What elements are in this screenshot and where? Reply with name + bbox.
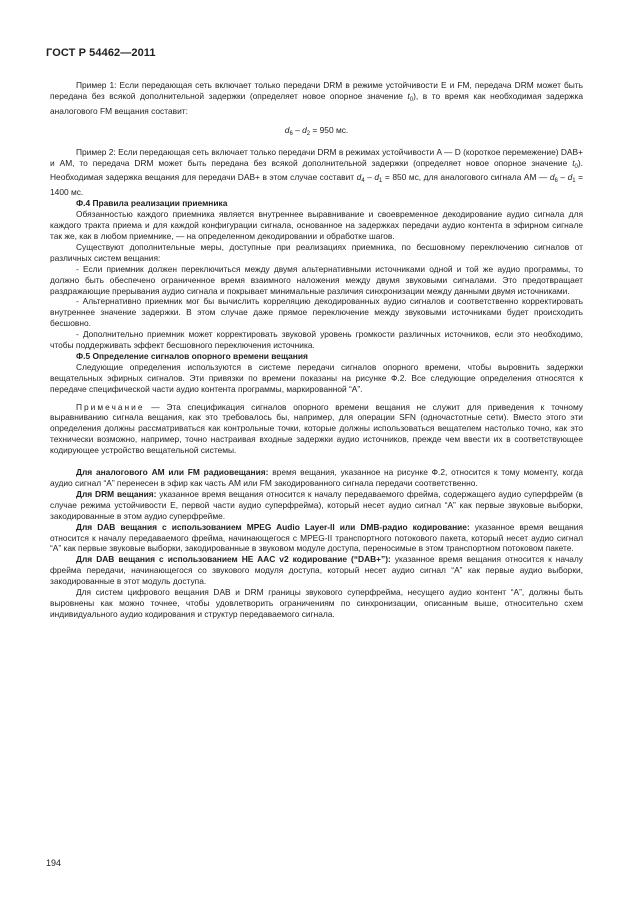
paragraph-receiver-duty: Обязанностью каждого приемника является внутреннее выравнивание и своевременное декодирование аудио сигнала для каждого тракта приема и для каждой конфигурации сигнала, основанное на задержках передачи аудио контента в эфирном сигнале так же, как в любом приемнике, — на определенном декодировании и обработке шагов. (50, 209, 583, 241)
paragraph-additional-measures: Существуют дополнительные меры, доступные при реализациях приемника, по бесшовному переключению сигналов от различных систем вещания: (50, 241, 583, 263)
section-heading-f5: Ф.5 Определение сигналов опорного времени вещания (76, 350, 308, 361)
example-2-t-sub: 0 (574, 163, 578, 170)
definition-analog-text: время вещания, указанное на рисунке Ф.2, относится к тому моменту, когда аудио сигнал “А” перенесен в эфир как часть AM или FM закодированного сигнала передачи соответственно. (50, 467, 583, 488)
example-1-t-sub: 0 (409, 96, 414, 103)
paragraph-definitions: Следующие определения используются в системе передачи сигналов опорного времени, чтобы выровнить задержки вещательных эфирных сигналов. Эти привязки по времени показаны на рисунке Ф.2. Все следующие определения относятся к передаче специфической части аудио контента программы, маркированной “А”. (50, 361, 583, 394)
formula-minus: – (292, 124, 303, 135)
example-2-d6-sub: 6 (554, 178, 558, 185)
page-number: 194 (46, 858, 62, 868)
example-2-d4: d (356, 172, 362, 183)
formula-d6-sub: 6 (289, 130, 293, 137)
definition-drm (50, 489, 583, 522)
example-2-dash2: – (557, 172, 568, 183)
example-1-t: t (407, 90, 410, 101)
formula-d6: d (284, 124, 290, 135)
section-heading-f4: Ф.4 Правила реализации приемника (76, 198, 228, 209)
example-2-mid: ). Необходимая задержка вещания для передачи DAB+ в этом случае составит (50, 157, 583, 183)
example-2-d6: d (549, 172, 555, 183)
paragraph-superframe-alignment: Для систем цифрового вещания DAB и DRM границы звукового суперфрейма, несущего аудио контент “А”, должны быть выровнены как можно точнее, чтобы удовлетворить ограничениям по синхронизации, описанным выше, относительно схем индивидуального аудио кодирования и структур передаваемого сигнала. (50, 587, 583, 619)
formula-1 (50, 125, 583, 140)
example-2-mid2: = 850 мс, для аналогового сигнала AM — (382, 172, 550, 183)
definition-dab-plus-label: Для DAB вещания с использованием HE AAC v2 кодирование (“DAB+”): (76, 554, 391, 565)
example-2-d4-sub: 4 (361, 178, 365, 185)
example-2-d1b-sub: 1 (572, 178, 576, 185)
example-2-text: Пример 2: Если передающая сеть включает только передачи DRM в режимах устойчивости A — D (короткое перемежение) DAB+ и AM, то передача DRM может быть передана без всякой дополнительной задержки (определяет новое опорное значение (50, 146, 583, 168)
list-item-overlap: - Если приемник должен переключиться между двумя альтернативными источниками одной и той же аудио программы, то должно быть обеспечено ограниченное время взаимного наложения между двумя звуковыми сигналами. Это предотвращает раздражающие прерывания аудио сигнала и покрывает минимальные различия синхронизации между данными двумя источниками. (50, 263, 583, 296)
example-2-t: t (572, 157, 575, 168)
example-2-end: = 1400 мс. (50, 172, 584, 198)
definition-drm-text: указанное время вещания относится к началу передаваемого фрейма, содержащего аудио суперфрейм (в случае режима устойчивости E, первой части аудио суперфрейма), который несет аудио сигнал “А” как первые звуковые выборки, закодированные в этом аудио суперфрейме. (50, 488, 583, 521)
formula-d2-sub: 2 (306, 130, 311, 137)
list-item-correlation: - Альтернативно приемник мог бы вычислить корреляцию декодированных аудио сигналов и соответственно корректировать внутреннее значение задержки. В этом случае даже прямое переключение между звуковыми источниками будет происходить бесшовно. (50, 296, 583, 329)
standard-header: ГОСТ Р 54462—2011 (46, 47, 156, 59)
example-2-dash: – (364, 172, 375, 183)
list-item-level: - Дополнительно приемник может корректировать звуковой уровень громкости различных источников, если это необходимо, чтобы поддерживать эффект бесшовного переключения источника. (50, 329, 583, 351)
note (50, 402, 583, 457)
example-1-text: Пример 1: Если передающая сеть включает только передачи DRM в режиме устойчивости E и FM, передача DRM может быть передана без всякой дополнительной задержки (определяет новое опорное значение (50, 80, 583, 101)
example-2-d1-sub: 1 (379, 178, 383, 185)
example-2 (50, 147, 583, 199)
definition-dab-mpeg-text: указанное время вещания относится к началу передаваемого фрейма, начинающегося с MPEG-II транспортного потокового пакета, который несет аудио сигнал “А” как первые звуковые выборки, закодированные в звуковом модуле доступа, переносимые в этом транспортном потоковом пакете. (50, 521, 583, 554)
definition-dab-mpeg-label: Для DAB вещания с использованием MPEG Audio Layer-II или DMB-радио кодирование: (76, 521, 470, 532)
definition-dab-plus (50, 554, 583, 587)
definition-dab-mpeg (50, 522, 583, 555)
example-2-d1: d (374, 172, 380, 183)
example-2-d1b: d (567, 172, 573, 183)
example-1 (50, 80, 583, 117)
formula-d2: d (302, 124, 307, 135)
note-text: — Эта спецификация сигналов опорного времени вещания не служит для приведения к точному выравниванию сигнала вещания, как это требовалось бы, например, для операции SFN (одночастотные сети). Вместо этого эти определения должны рассматриваться как контрольные точки, которые должны использоваться вещателем настолько точно, как это технически возможно, например, точно настраивая входные задержки аудио источников, прежде чем ввести их в соответствующее кодирующее устройство вещательной системы. (50, 401, 583, 456)
definition-analog-label: Для аналогового AM или FM радиовещания: (76, 467, 269, 478)
formula-result: = 950 мс. (310, 124, 349, 135)
definition-analog (50, 467, 583, 489)
definition-dab-plus-text: указанное время вещания относится к началу фрейма передачи, начинающегося со звукового модуля доступа, который несет аудио сигнал “А” как первые аудио выборки, закодированные в этот модуль доступа. (50, 554, 583, 587)
document-body (50, 80, 583, 620)
definition-drm-label: Для DRM вещания: (76, 488, 157, 499)
note-label: Примечание (76, 401, 145, 412)
example-1-end: ), в то время как необходимая задержка аналогового FM вещания составит: (50, 90, 583, 116)
